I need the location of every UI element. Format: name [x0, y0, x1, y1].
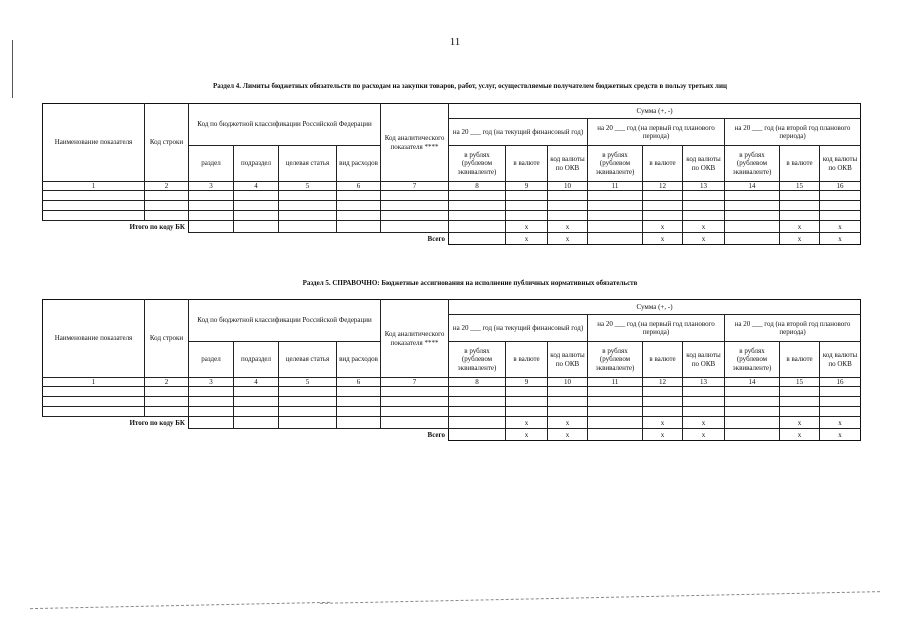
column-number: 11	[588, 378, 643, 387]
column-number: 9	[506, 182, 548, 191]
x-mark: x	[643, 417, 683, 429]
column-number: 8	[449, 378, 506, 387]
header-currency-code: код валюты по ОКВ	[683, 342, 725, 378]
table-cell	[337, 407, 381, 417]
table-cell	[145, 191, 189, 201]
table-cell	[449, 387, 506, 397]
table-cell	[548, 387, 588, 397]
x-mark: x	[506, 417, 548, 429]
scan-dashed-line	[30, 602, 330, 609]
section4-table	[42, 103, 861, 245]
table-cell	[189, 397, 234, 407]
grand-total-label: Всего	[427, 234, 446, 243]
table-cell	[337, 417, 381, 429]
table-cell	[234, 407, 279, 417]
column-number: 10	[548, 182, 588, 191]
table-cell	[643, 407, 683, 417]
table-cell	[683, 201, 725, 211]
table-cell	[449, 233, 506, 245]
table-cell	[43, 211, 145, 221]
column-number: 15	[780, 182, 820, 191]
header-line-code: Код строки	[145, 300, 189, 378]
table-cell	[588, 201, 643, 211]
table-cell	[548, 201, 588, 211]
table-cell	[145, 201, 189, 211]
column-number: 2	[145, 378, 189, 387]
header-currency-code: код валюты по ОКВ	[683, 146, 725, 182]
header-currency-code: код валюты по ОКВ	[548, 146, 588, 182]
column-number: 1	[43, 182, 145, 191]
table-cell	[588, 407, 643, 417]
table-cell	[381, 211, 449, 221]
table-cell	[506, 407, 548, 417]
header-analytic-code: Код аналитического показателя ****	[381, 300, 449, 378]
x-mark: x	[820, 417, 861, 429]
table-cell	[234, 191, 279, 201]
grand-total-row	[43, 233, 861, 245]
table-cell	[725, 191, 780, 201]
table-cell	[189, 211, 234, 221]
x-mark: x	[506, 221, 548, 233]
grand-total-label: Всего	[427, 430, 446, 439]
column-number: 4	[234, 182, 279, 191]
column-number: 7	[381, 182, 449, 191]
column-number: 6	[337, 378, 381, 387]
table-cell	[145, 211, 189, 221]
header-currency: в валюте	[780, 146, 820, 182]
grand-total-row	[43, 429, 861, 441]
table-cell	[279, 221, 337, 233]
header-amount: Сумма (+, -)	[449, 104, 861, 119]
table-cell	[683, 211, 725, 221]
column-number: 5	[279, 182, 337, 191]
table-cell	[643, 387, 683, 397]
scan-dashed-line	[320, 591, 880, 604]
table-cell	[43, 387, 145, 397]
table-cell	[381, 191, 449, 201]
header-year-second: на 20 ___ год (на второй год планового периода)	[725, 119, 861, 146]
table-cell	[43, 201, 145, 211]
table-cell	[820, 201, 861, 211]
column-number: 13	[683, 182, 725, 191]
column-number: 8	[449, 182, 506, 191]
table-cell	[337, 211, 381, 221]
column-number: 13	[683, 378, 725, 387]
header-currency: в валюте	[780, 342, 820, 378]
column-number: 14	[725, 182, 780, 191]
table-cell	[279, 201, 337, 211]
table-cell	[725, 407, 780, 417]
section5-table	[42, 299, 861, 441]
x-mark: x	[683, 417, 725, 429]
table-cell	[506, 201, 548, 211]
data-row	[43, 201, 861, 211]
table-cell	[548, 191, 588, 201]
table-cell	[725, 429, 780, 441]
column-number: 3	[189, 182, 234, 191]
table-cell	[588, 397, 643, 407]
header-rubles: в рублях (рублевом эквиваленте)	[588, 146, 643, 182]
table-cell	[381, 407, 449, 417]
data-row	[43, 397, 861, 407]
table-cell	[189, 221, 234, 233]
x-mark: x	[506, 429, 548, 441]
header-year-first: на 20 ___ год (на первый год планового периода)	[588, 315, 725, 342]
table-cell	[43, 191, 145, 201]
data-row	[43, 407, 861, 417]
table-cell	[381, 397, 449, 407]
table-cell	[725, 211, 780, 221]
header-line-code: Код строки	[145, 104, 189, 182]
table-cell	[189, 201, 234, 211]
table-cell	[780, 387, 820, 397]
table-cell	[548, 407, 588, 417]
x-mark: x	[548, 417, 588, 429]
table-cell	[820, 191, 861, 201]
column-number: 14	[725, 378, 780, 387]
header-section: раздел	[189, 146, 234, 182]
column-number: 12	[643, 378, 683, 387]
table-cell	[449, 397, 506, 407]
total-by-bk-row	[43, 221, 861, 233]
table-cell	[279, 387, 337, 397]
column-number: 1	[43, 378, 145, 387]
x-mark: x	[780, 221, 820, 233]
table-cell	[588, 387, 643, 397]
table-cell	[449, 201, 506, 211]
table-cell	[145, 407, 189, 417]
data-row	[43, 387, 861, 397]
column-number: 16	[820, 378, 861, 387]
table-cell	[506, 387, 548, 397]
table-cell	[643, 211, 683, 221]
table-cell	[725, 201, 780, 211]
header-year-second: на 20 ___ год (на второй год планового периода)	[725, 315, 861, 342]
table-cell	[449, 221, 506, 233]
total-by-bk-label: Итого по коду БК	[129, 418, 185, 427]
table-cell	[337, 191, 381, 201]
table-cell	[506, 191, 548, 201]
table-cell	[506, 397, 548, 407]
table-cell	[449, 191, 506, 201]
table-cell	[381, 417, 449, 429]
table-cell	[449, 417, 506, 429]
header-subsection: подраздел	[234, 342, 279, 378]
x-mark: x	[683, 429, 725, 441]
table-cell	[820, 387, 861, 397]
table-cell	[588, 233, 643, 245]
header-bk-code: Код по бюджетной классификации Российской Федерации	[189, 300, 381, 342]
table-cell	[189, 387, 234, 397]
x-mark: x	[506, 233, 548, 245]
x-mark: x	[548, 233, 588, 245]
header-currency-code: код валюты по ОКВ	[820, 146, 861, 182]
left-margin-rule	[12, 40, 13, 98]
header-currency-code: код валюты по ОКВ	[820, 342, 861, 378]
table-cell	[588, 221, 643, 233]
page-number: 11	[449, 36, 461, 48]
table-cell	[506, 211, 548, 221]
table-cell	[189, 407, 234, 417]
x-mark: x	[643, 429, 683, 441]
table-cell	[588, 429, 643, 441]
table-cell	[548, 211, 588, 221]
header-rubles: в рублях (рублевом эквиваленте)	[725, 342, 780, 378]
table-cell	[279, 417, 337, 429]
table-cell	[234, 201, 279, 211]
table-cell	[234, 387, 279, 397]
column-number: 3	[189, 378, 234, 387]
table-cell	[820, 211, 861, 221]
header-year-first: на 20 ___ год (на первый год планового периода)	[588, 119, 725, 146]
x-mark: x	[683, 233, 725, 245]
header-year-current: на 20 ___ год (на текущий финансовый год)	[449, 315, 588, 342]
table-cell	[780, 397, 820, 407]
x-mark: x	[548, 221, 588, 233]
header-rubles: в рублях (рублевом эквиваленте)	[449, 146, 506, 182]
header-rubles: в рублях (рублевом эквиваленте)	[725, 146, 780, 182]
x-mark: x	[780, 417, 820, 429]
header-currency: в валюте	[643, 342, 683, 378]
column-number: 12	[643, 182, 683, 191]
table-cell	[548, 397, 588, 407]
table-cell	[449, 407, 506, 417]
table-cell	[43, 397, 145, 407]
total-by-bk-row	[43, 417, 861, 429]
x-mark: x	[820, 233, 861, 245]
table-cell	[588, 417, 643, 429]
table-cell	[820, 397, 861, 407]
column-number: 15	[780, 378, 820, 387]
table-cell	[643, 191, 683, 201]
header-indicator: Наименование показателя	[43, 104, 145, 182]
x-mark: x	[780, 429, 820, 441]
table-cell	[279, 407, 337, 417]
header-currency-code: код валюты по ОКВ	[548, 342, 588, 378]
column-number: 7	[381, 378, 449, 387]
header-section: раздел	[189, 342, 234, 378]
column-number: 10	[548, 378, 588, 387]
table-cell	[337, 221, 381, 233]
table-cell	[337, 201, 381, 211]
table-cell	[189, 191, 234, 201]
header-analytic-code: Код аналитического показателя ****	[381, 104, 449, 182]
table-cell	[683, 407, 725, 417]
table-cell	[780, 191, 820, 201]
table-cell	[234, 397, 279, 407]
data-row	[43, 191, 861, 201]
header-expense-type: вид расходов	[337, 342, 381, 378]
table-cell	[381, 387, 449, 397]
table-cell	[279, 191, 337, 201]
header-target: целевая статья	[279, 146, 337, 182]
table-cell	[683, 191, 725, 201]
x-mark: x	[548, 429, 588, 441]
header-amount: Сумма (+, -)	[449, 300, 861, 315]
table-cell	[381, 221, 449, 233]
x-mark: x	[780, 233, 820, 245]
column-number: 2	[145, 182, 189, 191]
table-cell	[234, 221, 279, 233]
column-number: 4	[234, 378, 279, 387]
column-number: 11	[588, 182, 643, 191]
x-mark: x	[683, 221, 725, 233]
table-cell	[780, 201, 820, 211]
table-cell	[234, 417, 279, 429]
table-cell	[643, 201, 683, 211]
table-cell	[279, 397, 337, 407]
table-cell	[588, 191, 643, 201]
table-cell	[683, 387, 725, 397]
table-cell	[725, 397, 780, 407]
table-cell	[449, 429, 506, 441]
x-mark: x	[643, 233, 683, 245]
section5-title: Раздел 5. СПРАВОЧНО: Бюджетные ассигнования на исполнение публичных нормативных обязательств	[302, 279, 638, 287]
table-cell	[725, 387, 780, 397]
table-cell	[643, 397, 683, 407]
table-cell	[588, 211, 643, 221]
header-year-current: на 20 ___ год (на текущий финансовый год)	[449, 119, 588, 146]
table-cell	[279, 211, 337, 221]
header-indicator: Наименование показателя	[43, 300, 145, 378]
table-cell	[337, 397, 381, 407]
table-cell	[381, 201, 449, 211]
header-currency: в валюте	[643, 146, 683, 182]
table-cell	[189, 417, 234, 429]
table-cell	[449, 211, 506, 221]
table-cell	[145, 397, 189, 407]
table-cell	[820, 407, 861, 417]
data-row	[43, 211, 861, 221]
table-cell	[683, 397, 725, 407]
table-cell	[725, 221, 780, 233]
header-currency: в валюте	[506, 146, 548, 182]
table-cell	[234, 211, 279, 221]
x-mark: x	[820, 429, 861, 441]
header-target: целевая статья	[279, 342, 337, 378]
header-subsection: подраздел	[234, 146, 279, 182]
table-cell	[337, 387, 381, 397]
column-number: 9	[506, 378, 548, 387]
header-bk-code: Код по бюджетной классификации Российской Федерации	[189, 104, 381, 146]
table-cell	[43, 407, 145, 417]
header-currency: в валюте	[506, 342, 548, 378]
table-cell	[725, 233, 780, 245]
total-by-bk-label: Итого по коду БК	[129, 222, 185, 231]
column-number: 5	[279, 378, 337, 387]
x-mark: x	[820, 221, 861, 233]
section4-title: Раздел 4. Лимиты бюджетных обязательств по расходам на закупки товаров, работ, услуг, осуществляемые получателем бюджетных средств в пользу третьих лиц	[212, 82, 728, 90]
table-cell	[725, 417, 780, 429]
header-expense-type: вид расходов	[337, 146, 381, 182]
header-rubles: в рублях (рублевом эквиваленте)	[588, 342, 643, 378]
header-rubles: в рублях (рублевом эквиваленте)	[449, 342, 506, 378]
x-mark: x	[643, 221, 683, 233]
table-cell	[780, 407, 820, 417]
table-cell	[780, 211, 820, 221]
column-number: 16	[820, 182, 861, 191]
table-cell	[145, 387, 189, 397]
column-number: 6	[337, 182, 381, 191]
